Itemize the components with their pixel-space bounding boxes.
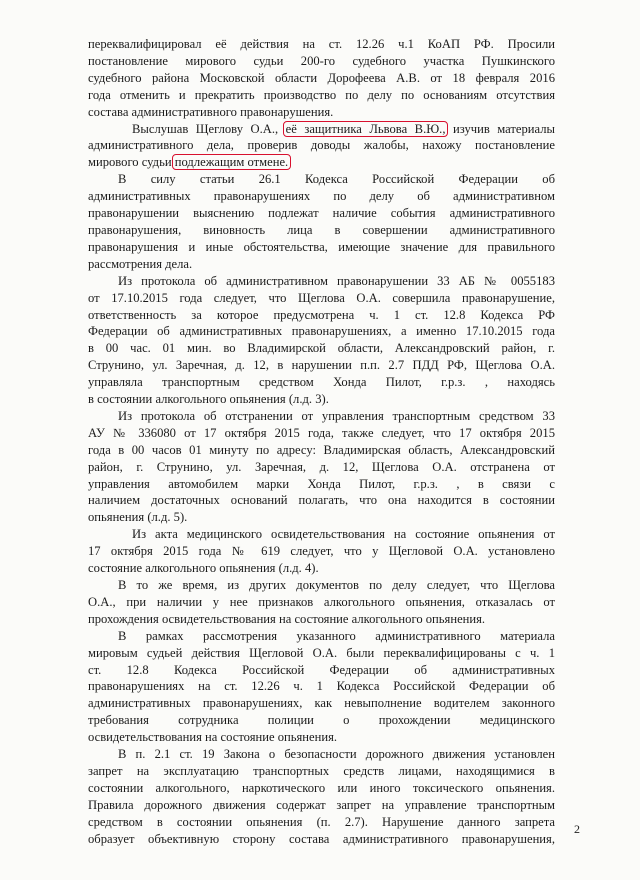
text-line: судебного района Московской области Дорофеева А.В. от 18 февраля 2016: [88, 70, 555, 85]
text-line: состоянии алкогольного, наркотического или иного токсического опьянения.: [88, 780, 555, 795]
text-line: административных правонарушениях, как невыполнение водителем законного: [88, 696, 555, 711]
text-line: Федерации об административных правонарушениях, а именно 17.10.2015 года: [88, 324, 555, 339]
text-line: постановление мирового судьи 200-го судебного участка Пушкинского: [88, 53, 555, 68]
text-line: правонарушении выяснению подлежат наличие события административного: [88, 206, 555, 221]
text-line: состава административного правонарушения.: [88, 104, 334, 119]
text-line: опьянения (л.д. 5).: [88, 510, 188, 525]
text-line: ответственность за которое предусмотрена ч. 1 ст. 12.8 Кодекса РФ: [88, 307, 555, 322]
text-line: прохождения освидетельствования на состояние алкогольного опьянения.: [88, 611, 486, 626]
text-fragment: мирового судьи: [88, 155, 175, 170]
text-line: В п. 2.1 ст. 19 Закона о безопасности дорожного движения установлен: [118, 747, 555, 762]
text-line: наличием достаточных оснований полагать, что она находится в состоянии: [88, 493, 555, 508]
text-line: В то же время, из других документов по делу следует, что Щеглова: [118, 578, 555, 592]
text-fragment: изучив материалы: [445, 121, 555, 136]
text-line: управляла транспортным средством Хонда Пилот, г.р.з. , находясь: [88, 375, 555, 390]
text-line: Струнино, ул. Заречная, д. 12, в нарушении п.п. 2.7 ПДД РФ, Щеглова О.А.: [88, 358, 555, 373]
text-line: мировым судьей действия Щегловой О.А. были переквалифицированы с ч. 1: [88, 645, 555, 660]
highlight-cancellation: подлежащим отмене.: [172, 154, 291, 170]
text-line: В рамках рассмотрения указанного административного материала: [118, 628, 555, 643]
text-line: Из акта медицинского освидетельствования на состояние опьянения от: [132, 527, 555, 542]
text-line: управления автомобилем марки Хонда Пилот, г.р.з. , в связи с: [88, 476, 555, 491]
text-line-with-highlight: [88, 154, 555, 171]
text-line: требования сотрудника полиции о прохождении медицинского: [88, 713, 555, 728]
text-line: Из протокола об административном правонарушении 33 АБ № 0055183: [118, 273, 555, 288]
text-line: правонарушениях на ст. 12.26 ч. 1 Кодекса Российской Федерации об: [88, 679, 555, 694]
text-line: образует объективную сторону состава административного правонарушения,: [88, 831, 555, 846]
text-line: О.А., при наличии у нее признаков алкогольного опьянения, отказалась от: [88, 594, 555, 609]
text-line: от 17.10.2015 года следует, что Щеглова О.А. совершила правонарушение,: [88, 290, 555, 305]
text-line: административных правонарушениях по делу об административном: [88, 189, 555, 204]
text-line: освидетельствования на состояние опьянения.: [88, 730, 338, 745]
text-line: года отменить и прекратить производство по делу по основаниям отсутствия: [88, 87, 555, 102]
text-line: В силу статьи 26.1 Кодекса Российской Федерации об: [118, 172, 555, 187]
text-line: правонарушения, виновность лица в совершении административного: [88, 222, 555, 237]
text-line: запрет на эксплуатацию транспортных средств лицами, находящимися в: [88, 763, 555, 778]
text-line: переквалифицировал её действия на ст. 12.26 ч.1 КоАП РФ. Просили: [88, 37, 555, 51]
text-line: ст. 12.8 Кодекса Российской Федерации об административных: [88, 662, 555, 677]
text-line: рассмотрения дела.: [88, 256, 193, 271]
text-line: года в 00 часов 01 минуту по адресу: Владимирская область, Александровский: [88, 442, 555, 457]
document-body: [88, 36, 555, 848]
page-number: 2: [574, 822, 580, 836]
text-line: средством в состоянии опьянения (п. 2.7). Нарушение данного запрета: [88, 814, 555, 829]
highlight-defender: её защитника Львова В.Ю.,: [283, 121, 449, 137]
text-line: 17 октября 2015 года № 619 следует, что у Щегловой О.А. установлено: [88, 544, 555, 559]
text-line: район, г. Струнино, ул. Заречная, д. 12, Щеглова О.А. отстранена от: [88, 459, 555, 474]
text-line: правонарушения и иные обстоятельства, имеющие значение для правильного: [88, 239, 555, 254]
text-line: административного дела, проверив доводы жалобы, нахожу постановление: [88, 138, 555, 153]
text-line: состояние алкогольного опьянения (л.д. 4).: [88, 561, 319, 576]
text-line: в состоянии алкогольного опьянения (л.д. 3).: [88, 392, 329, 407]
text-line-with-highlight: [88, 121, 555, 138]
text-line: АУ № 336080 от 17 октября 2015 года, также следует, что 17 октября 2015: [88, 425, 555, 440]
text-fragment: Выслушав Щеглову О.А.,: [132, 121, 286, 136]
text-line: Из протокола об отстранении от управления транспортным средством 33: [118, 408, 555, 423]
text-line: Правила дорожного движения содержат запрет на управление транспортным: [88, 797, 555, 812]
text-line: в 00 час. 01 мин. во Владимирской области, Александровский район, г.: [88, 341, 555, 356]
